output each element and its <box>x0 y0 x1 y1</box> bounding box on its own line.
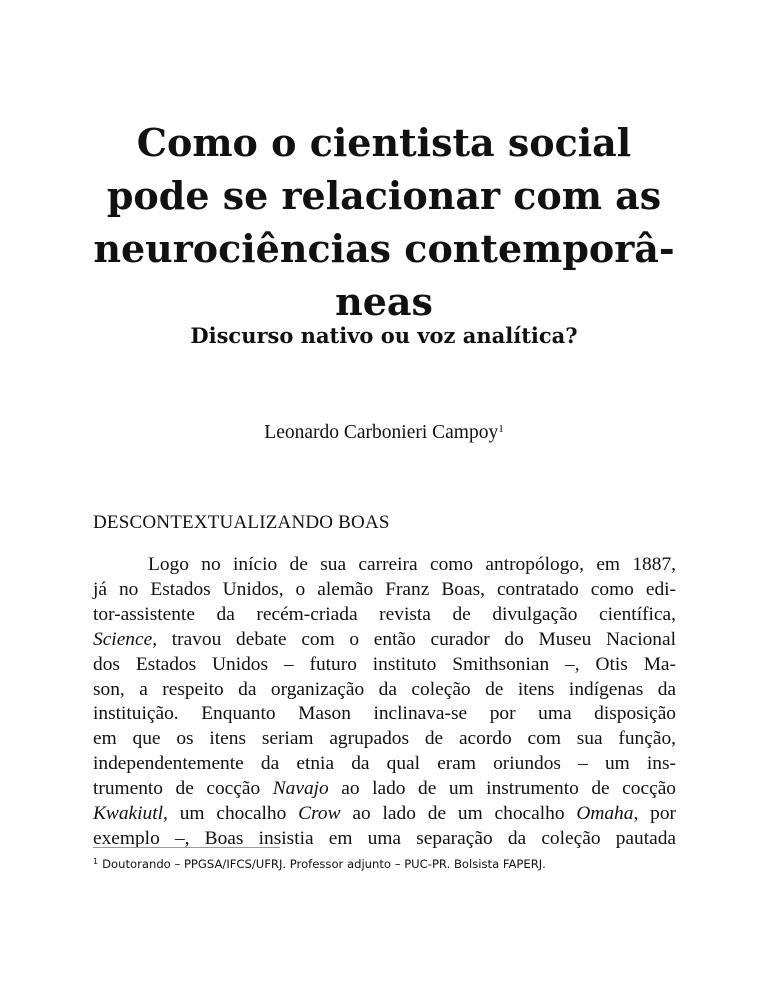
footnote-text: Doutorando – PPGSA/IFCS/UFRJ. Professor adjunto – PUC-PR. Bolsista FAPERJ. <box>102 857 546 871</box>
text-run: , um chocalho <box>163 803 299 825</box>
text-run: em que os itens seriam agrupados de acordo com sua função, <box>93 728 676 750</box>
text-run: exemplo –, Boas insistia em uma separação da coleção pautada <box>93 827 676 849</box>
paragraph-line <box>93 727 676 752</box>
italic-term: Kwakiutl <box>93 803 164 825</box>
title-line: neas <box>335 279 433 324</box>
paragraph-line <box>93 653 676 678</box>
title-line: Como o cientista social <box>136 120 632 165</box>
section-heading: DESCONTEXTUALIZANDO BOAS <box>93 512 390 533</box>
footnote <box>93 856 546 872</box>
author-name: Leonardo Carbonieri Campoy <box>264 422 499 443</box>
title-line: pode se relacionar com as <box>106 173 662 218</box>
text-run: ao lado de um chocalho <box>340 803 577 825</box>
paragraph-line <box>93 702 676 727</box>
italic-term: Omaha <box>576 803 634 825</box>
text-run: son, a respeito da organização da coleção de itens indígenas da <box>93 678 676 700</box>
footnote-mark: 1 <box>93 857 99 866</box>
text-run: Logo no início de sua carreira como antropólogo, em 1887, <box>148 554 676 575</box>
italic-term: Crow <box>298 803 341 825</box>
paragraph-line <box>93 578 676 603</box>
author-footnote-mark[interactable]: 1 <box>498 423 504 435</box>
text-run: , travou debate com o então curador do Museu Nacional <box>152 628 676 650</box>
text-run: , por <box>633 803 676 825</box>
chapter-subtitle: Discurso nativo ou voz analítica? <box>190 323 578 348</box>
text-run: independentemente da etnia da qual eram oriundos – um ins- <box>93 753 676 775</box>
paragraph-line <box>93 553 676 578</box>
text-run: ao lado de um instrumento de cocção <box>328 778 676 800</box>
text-run: dos Estados Unidos – futuro instituto Smithsonian –, Otis Ma- <box>93 653 676 675</box>
footnote-divider <box>93 847 280 848</box>
paragraph-line <box>93 752 676 777</box>
paragraph-line <box>93 777 676 802</box>
author-line <box>80 420 688 446</box>
chapter-title <box>80 116 688 328</box>
paragraph-line <box>93 628 676 653</box>
text-run: trumento de cocção <box>93 778 273 800</box>
italic-term: Navajo <box>272 778 329 800</box>
italic-term: Science <box>93 628 153 650</box>
paragraph-line <box>93 802 676 827</box>
title-line: neurociências contemporâ- <box>93 226 675 271</box>
paragraph-line <box>93 603 676 628</box>
paragraph-line <box>93 827 676 852</box>
text-run: já no Estados Unidos, o alemão Franz Boas, contratado como edi- <box>93 578 676 600</box>
text-run: tor-assistente da recém-criada revista de divulgação científica, <box>93 603 676 625</box>
text-run: instituição. Enquanto Mason inclinava-se por uma disposição <box>93 703 676 725</box>
paragraph-line <box>93 678 676 703</box>
body-paragraph <box>93 553 676 852</box>
